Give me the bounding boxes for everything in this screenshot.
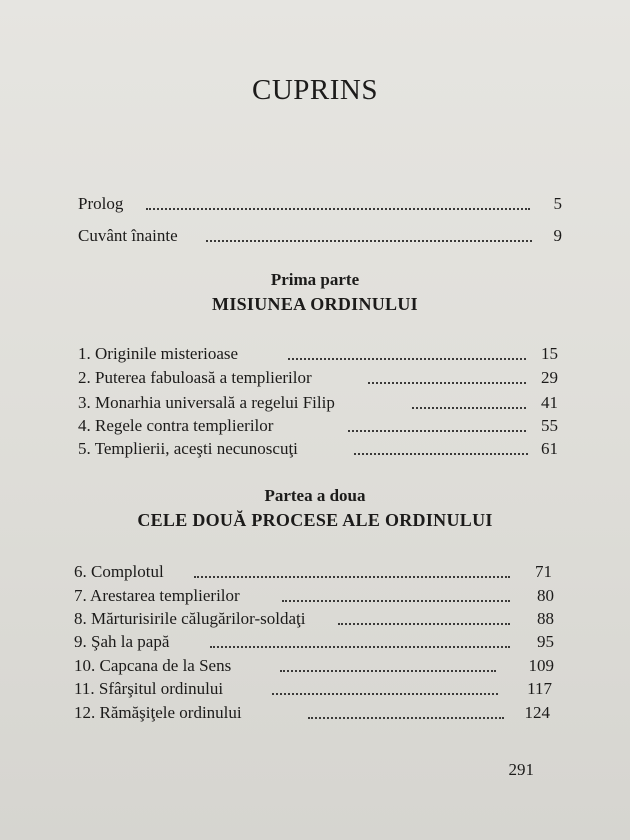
part-one-title: MISIUNEA ORDINULUI (212, 294, 418, 314)
toc-entry-label: 2. Puterea fabuloasă a templierilor (78, 368, 312, 387)
toc-entry-3 (78, 391, 558, 415)
toc-entry-foreword (78, 224, 562, 248)
toc-entry-label: 10. Capcana de la Sens (74, 656, 232, 675)
toc-entry-10 (74, 654, 554, 678)
part-one-heading: Prima parte (270, 270, 360, 289)
dot-leader (206, 238, 532, 242)
toc-entry-prolog (78, 192, 562, 216)
toc-entry-label: 6. Complotul (74, 562, 164, 581)
dot-leader (412, 405, 526, 409)
toc-entry-page: 5 (553, 194, 562, 213)
toc-entry-page: 29 (541, 368, 558, 387)
toc-entry-5 (78, 437, 558, 461)
toc-entry-page: 124 (524, 703, 550, 722)
dot-leader (280, 668, 496, 672)
toc-entry-page: 88 (537, 609, 554, 628)
toc-entry-label: 8. Mărturisirile călugărilor-soldaţi (74, 609, 306, 628)
dot-leader (210, 644, 510, 648)
toc-entry-label: 7. Arestarea templierilor (74, 586, 240, 605)
toc-entry-label: 12. Rămăşiţele ordinului (74, 703, 242, 722)
toc-entry-4 (78, 414, 558, 438)
toc-entry-page: 117 (527, 679, 552, 698)
dot-leader (338, 621, 510, 625)
toc-entry-label: Cuvânt înainte (78, 226, 178, 245)
toc-entry-label: 1. Originile misterioase (78, 344, 239, 363)
dot-leader (348, 428, 526, 432)
toc-entry-12 (74, 701, 550, 725)
dot-leader (194, 574, 510, 578)
toc-entry-8 (74, 607, 554, 631)
toc-entry-11 (74, 677, 552, 701)
toc-entry-9 (74, 630, 554, 654)
toc-entry-label: Prolog (78, 194, 124, 213)
dot-leader (354, 451, 528, 455)
toc-entry-page: 95 (537, 632, 554, 651)
toc-entry-page: 9 (553, 226, 562, 245)
page-number: 291 (508, 760, 534, 779)
toc-entry-2 (78, 366, 558, 390)
toc-entry-1 (78, 342, 558, 366)
part-two-heading: Partea a doua (264, 486, 366, 505)
dot-leader (272, 691, 498, 695)
dot-leader (308, 715, 504, 719)
toc-entry-6 (74, 560, 552, 584)
dot-leader (282, 598, 510, 602)
toc-entry-label: 9. Şah la papă (74, 632, 170, 651)
toc-entry-page: 71 (535, 562, 552, 581)
part-two-title: CELE DOUĂ PROCESE ALE ORDINULUI (137, 510, 493, 530)
toc-entry-label: 11. Sfârşitul ordinului (74, 679, 224, 698)
toc-entry-page: 15 (541, 344, 558, 363)
page-title: CUPRINS (252, 74, 378, 106)
toc-entry-label: 5. Templierii, aceşti necunoscuţi (78, 439, 298, 458)
dot-leader (146, 206, 530, 210)
toc-entry-page: 41 (541, 393, 558, 412)
dot-leader (368, 380, 526, 384)
toc-entry-label: 3. Monarhia universală a regelui Filip (78, 393, 335, 412)
toc-entry-page: 61 (541, 439, 558, 458)
toc-entry-page: 109 (528, 656, 554, 675)
toc-entry-page: 80 (537, 586, 554, 605)
toc-entry-7 (74, 584, 554, 608)
toc-entry-page: 55 (541, 416, 558, 435)
dot-leader (288, 356, 526, 360)
toc-entry-label: 4. Regele contra templierilor (78, 416, 274, 435)
